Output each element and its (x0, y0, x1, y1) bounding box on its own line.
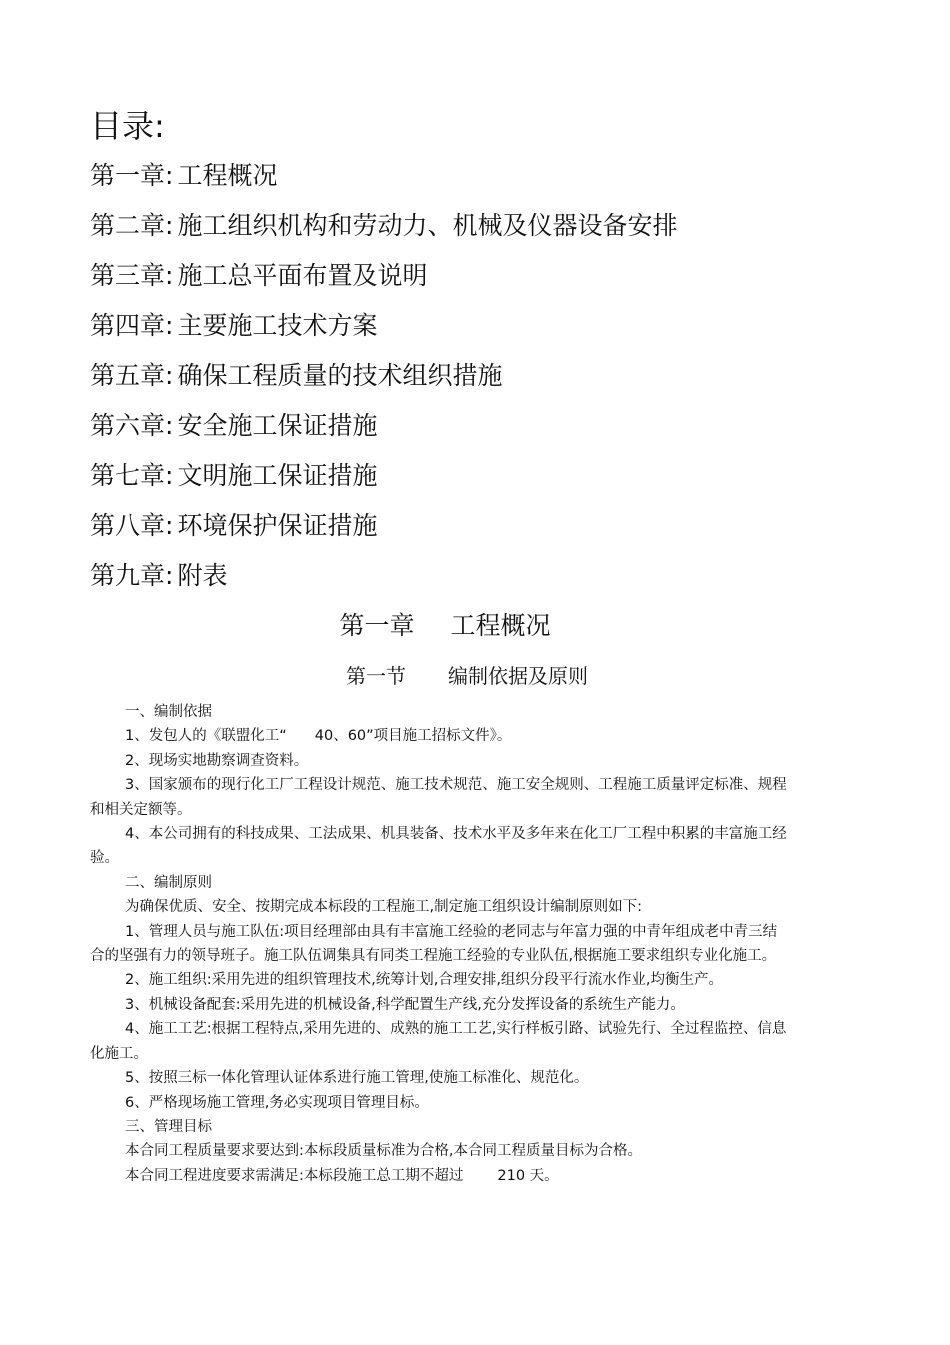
toc-item-text: 施工总平面布置及说明 (177, 261, 428, 290)
subheading-target: 三、管理目标 (125, 1118, 212, 1135)
toc-item-number: 第四章: (90, 311, 174, 340)
toc-item-number: 第三章: (90, 261, 174, 290)
section-heading (0, 661, 934, 691)
toc-item-number: 第六章: (90, 411, 174, 440)
schedule-part-b: 210 天。 (497, 1167, 559, 1184)
paragraph-target-schedule (90, 1164, 790, 1188)
toc-item-2 (90, 206, 677, 256)
schedule-part-a: 本合同工程进度要求需满足:本标段施工总工期不超过 (125, 1167, 464, 1184)
subheading-principle: 二、编制原则 (125, 874, 212, 891)
paragraph-principle-1: 1、管理人员与施工队伍:项目经理部由具有丰富施工经验的老同志与年富力强的中青年组成老中青三结合的坚强有力的领导班子。施工队伍调集具有同类工程施工经验的专业队伍,根据施工要求组织专业化施工。 (90, 923, 778, 965)
toc-item-text: 工程概况 (177, 161, 278, 190)
toc-title: 目录: (90, 107, 165, 145)
toc-item-number: 第二章: (90, 211, 174, 240)
toc-item-text: 施工组织机构和劳动力、机械及仪器设备安排 (177, 211, 678, 240)
toc-item-3 (90, 256, 677, 306)
chapter-title: 工程概况 (450, 611, 551, 640)
paragraph-target-quality: 本合同工程质量要求要达到:本标段质量标准为合格,本合同工程质量目标为合格。 (125, 1143, 642, 1160)
paragraph-principle-4: 4、施工工艺:根据工程特点,采用先进的、成熟的施工工艺,实行样板引路、试验先行、全过程监控、信息化施工。 (90, 1021, 787, 1062)
subheading-basis: 一、编制依据 (125, 704, 212, 720)
toc-item-number: 第一章: (90, 161, 174, 190)
section-number: 第一节 (346, 664, 406, 688)
basis-1-part-b: 40、60”项目施工招标文件》。 (314, 728, 512, 745)
paragraph-principle-2: 2、施工组织:采用先进的组织管理技术,统筹计划,合理安排,组织分段平行流水作业,均衡生产。 (125, 972, 724, 989)
chapter-number: 第一章 (339, 611, 415, 640)
toc-item-text: 环境保护保证措施 (177, 511, 378, 540)
basis-1-part-a: 1、发包人的《联盟化工“ (125, 728, 287, 745)
toc-item-number: 第七章: (90, 461, 174, 490)
toc-item-5 (90, 356, 677, 406)
paragraph-basis-4: 4、本公司拥有的科技成果、工法成果、机具装备、技术水平及多年来在化工厂工程中积累的丰富施工经验。 (90, 826, 787, 867)
toc-item-6 (90, 406, 677, 456)
toc-item-text: 文明施工保证措施 (177, 461, 378, 490)
paragraph-basis-2: 2、现场实地勘察调查资料。 (125, 752, 309, 769)
paragraph-principle-5: 5、按照三标一体化管理认证体系进行施工管理,使施工标准化、规范化。 (125, 1070, 589, 1087)
paragraph-principle-6: 6、严格现场施工管理,务必实现项目管理目标。 (125, 1094, 429, 1111)
document-body (90, 700, 790, 1188)
toc-item-text: 主要施工技术方案 (177, 311, 378, 340)
paragraph-basis-3: 3、国家颁布的现行化工厂工程设计规范、施工技术规范、施工安全规则、工程施工质量评定标准、规程和相关定额等。 (90, 777, 787, 818)
toc-item-7 (90, 456, 677, 506)
toc-list (90, 156, 677, 606)
section-title: 编制依据及原则 (448, 664, 588, 688)
toc-item-text: 确保工程质量的技术组织措施 (177, 361, 503, 390)
toc-item-text: 附表 (177, 561, 228, 590)
toc-item-number: 第九章: (90, 561, 174, 590)
toc-item-text: 安全施工保证措施 (177, 411, 378, 440)
paragraph-principle-3: 3、机械设备配套:采用先进的机械设备,科学配置生产线,充分发挥设备的系统生产能力。 (125, 996, 685, 1013)
toc-item-number: 第五章: (90, 361, 174, 390)
toc-item-1 (90, 156, 677, 206)
toc-item-9 (90, 556, 677, 606)
chapter-heading (0, 608, 890, 644)
toc-item-number: 第八章: (90, 511, 174, 540)
paragraph-principle-intro: 为确保优质、安全、按期完成本标段的工程施工,制定施工组织设计编制原则如下: (125, 899, 642, 916)
toc-item-4 (90, 306, 677, 356)
toc-item-8 (90, 506, 677, 556)
paragraph-basis-1 (90, 724, 790, 748)
